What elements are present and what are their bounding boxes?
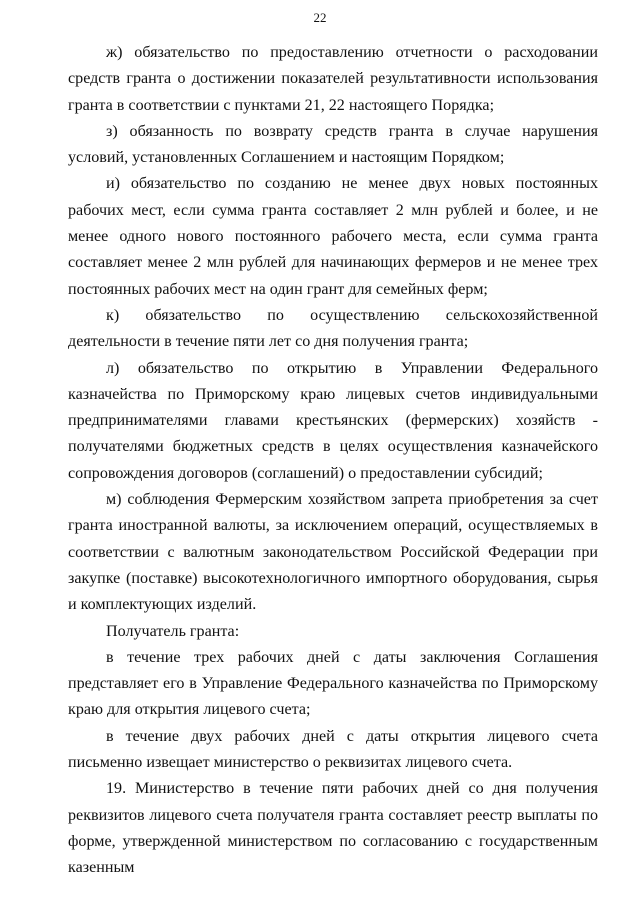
paragraph-k: к) обязательство по осуществлению сельскохозяйственной деятельности в течение пяти лет со дня получения гранта; <box>68 306 598 351</box>
paragraph-recipient-submit: в течение трех рабочих дней с даты заключения Соглашения представляет его в Управление Федерального казначейства по Приморскому краю для открытия лицевого счета; <box>68 648 598 719</box>
document-body <box>68 40 598 882</box>
paragraph-m: м) соблюдения Фермерским хозяйством запрета приобретения за счет гранта иностранной валюты, за исключением операций, осуществляемых в соответствии с валютным законодательством Российской Федерации при закупке (поставке) высокотехнологичного импортного оборудования, сырья и комплектующих изделий. <box>68 491 598 614</box>
paragraph-19: 19. Министерство в течение пяти рабочих дней со дня получения реквизитов лицевого счета получателя гранта составляет реестр выплаты по форме, утвержденной министерством по согласованию с государственным казенным <box>68 780 598 877</box>
paragraph-recipient-heading: Получатель гранта: <box>106 622 240 640</box>
paragraph-z: з) обязанность по возврату средств гранта в случае нарушения условий, установленных Соглашением и настоящим Порядком; <box>68 122 598 167</box>
paragraph-recipient-notify: в течение двух рабочих дней с даты открытия лицевого счета письменно извещает министерство о реквизитах лицевого счета. <box>68 727 598 772</box>
page-number: 22 <box>313 10 327 25</box>
paragraph-l: л) обязательство по открытию в Управлении Федерального казначейства по Приморскому краю лицевых счетов индивидуальными предпринимателями главами крестьянских (фермерских) хозяйств - получателями бюджетных средств в целях осуществления казначейского сопровождения договоров (соглашений) о предоставлении субсидий; <box>68 359 598 482</box>
paragraph-zh: ж) обязательство по предоставлению отчетности о расходовании средств гранта о достижении показателей результативности использования гранта в соответствии с пунктами 21, 22 настоящего Порядка; <box>68 44 598 114</box>
paragraph-i: и) обязательство по созданию не менее двух новых постоянных рабочих мест, если сумма гранта составляет 2 млн рублей и более, и не менее одного нового постоянного рабочего места, если сумма гранта составляет менее 2 млн рублей для начинающих фермеров и не менее трех постоянных рабочих мест на один грант для семейных ферм; <box>68 175 598 298</box>
